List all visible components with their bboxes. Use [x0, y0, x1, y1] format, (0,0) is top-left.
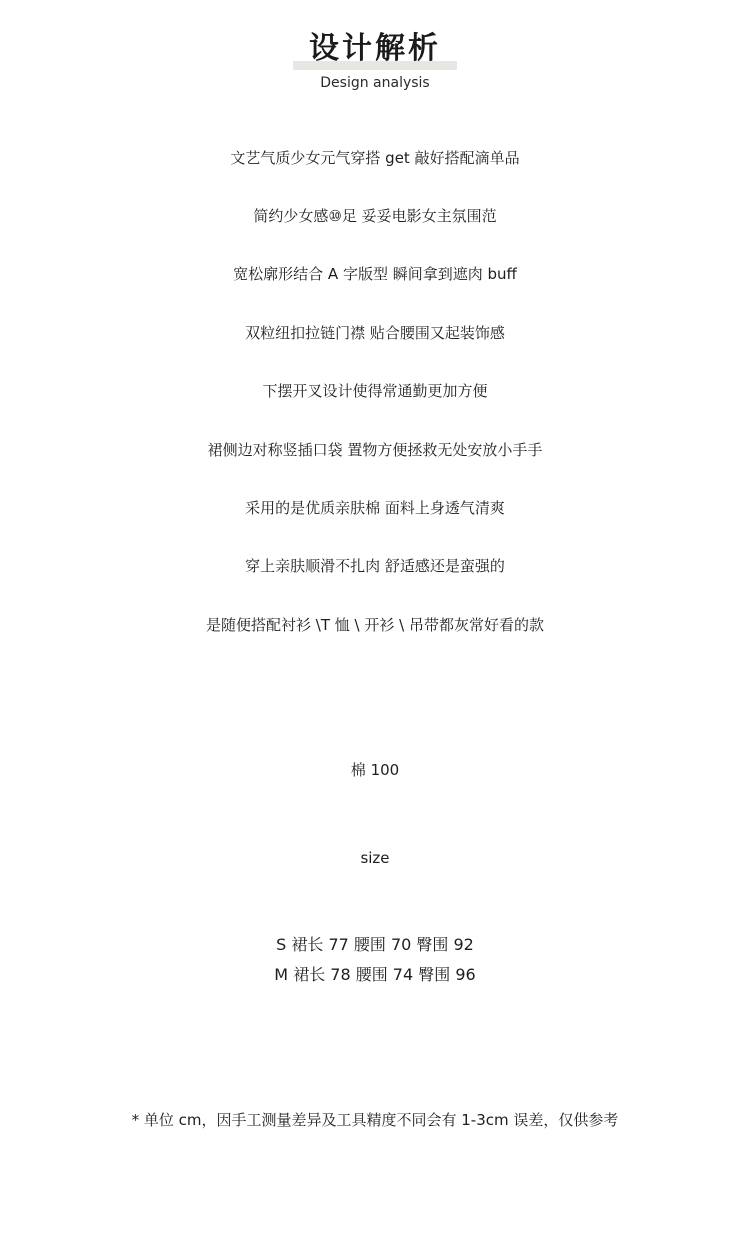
feature-line: 下摆开叉设计使得常通勤更加方便 [262, 382, 488, 400]
material-text: 棉 100 [350, 761, 400, 779]
feature-line: 宽松廓形结合 A 字版型 瞬间拿到遮肉 buff [233, 265, 517, 283]
feature-line: 双粒纽扣拉链门襟 贴合腰围又起装饰感 [245, 324, 505, 342]
title-wrap [293, 28, 457, 70]
size-row-m: M 裙长 78 腰围 74 臀围 96 [274, 965, 476, 984]
feature-line: 采用的是优质亲肤棉 面料上身透气清爽 [245, 499, 505, 517]
feature-line: 穿上亲肤顺滑不扎肉 舒适感还是蛮强的 [245, 557, 505, 575]
section-header [0, 28, 750, 92]
size-label: size [360, 849, 390, 867]
feature-line: 文艺气质少女元气穿搭 get 敲好搭配滴单品 [230, 149, 520, 167]
size-row-s: S 裙长 77 腰围 70 臀围 92 [276, 935, 474, 954]
feature-line: 简约少女感⑩足 妥妥电影女主氛围范 [253, 207, 497, 225]
feature-line: 裙侧边对称竖插口袋 置物方便拯救无处安放小手手 [207, 441, 543, 459]
section-title: 设计解析 [309, 31, 441, 66]
feature-line: 是随便搭配衬衫 \T 恤 \ 开衫 \ 吊带都灰常好看的款 [206, 616, 544, 634]
measurement-note: * 单位 cm，因手工测量差异及工具精度不同会有 1-3cm 误差，仅供参考 [131, 1111, 619, 1129]
section-subtitle: Design analysis [320, 75, 430, 91]
